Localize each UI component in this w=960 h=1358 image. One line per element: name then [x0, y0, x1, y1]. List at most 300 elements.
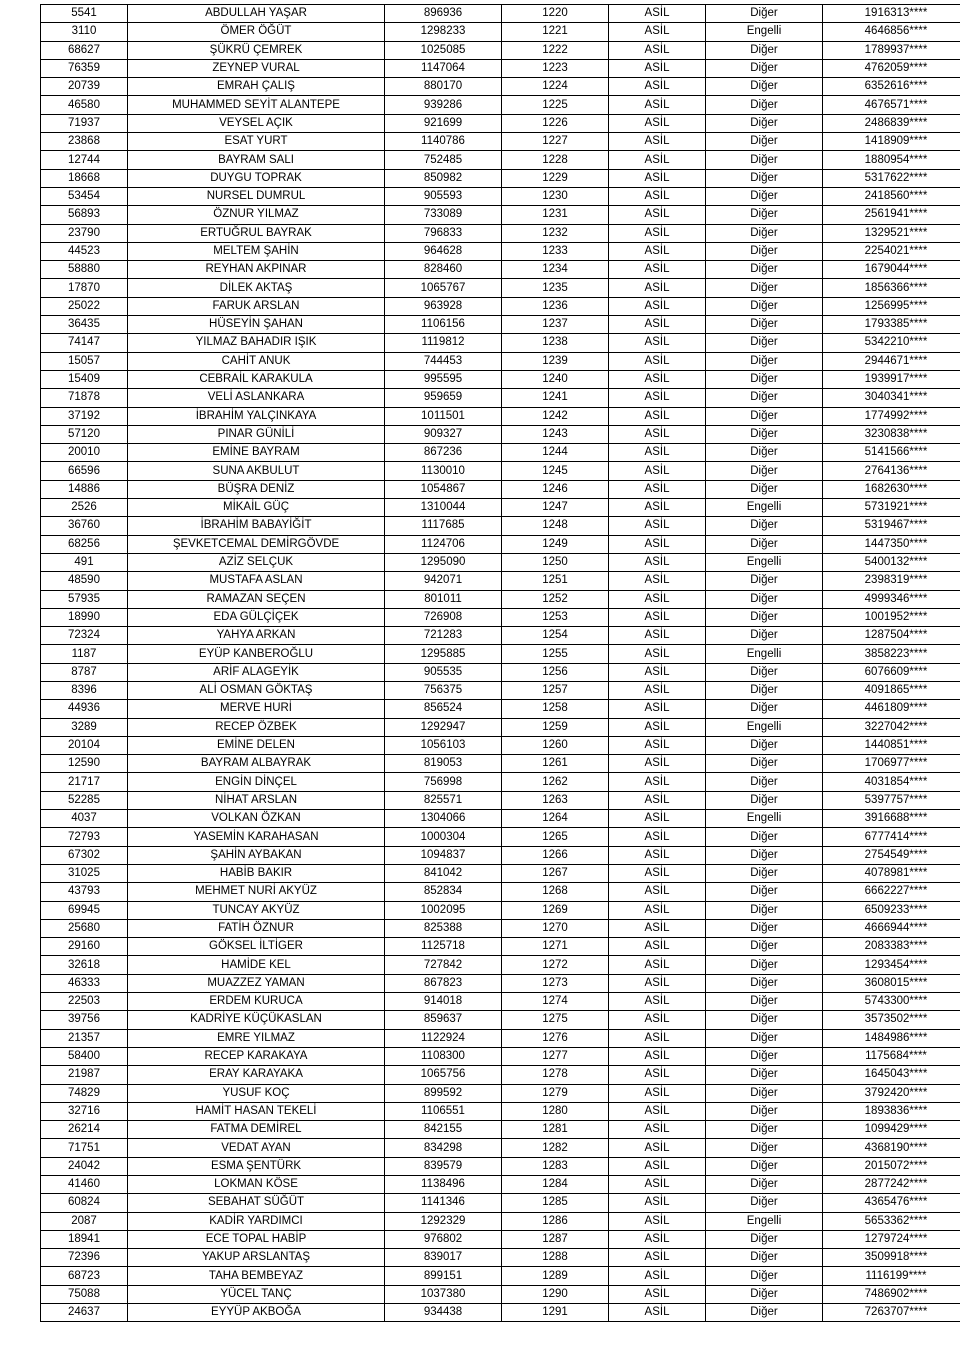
cell-phone: 4091865**** — [823, 681, 960, 699]
cell-phone: 5319467**** — [823, 517, 960, 535]
table-row — [41, 297, 960, 315]
cell-number: 1065767 — [385, 279, 502, 297]
cell-phone: 1793385**** — [823, 316, 960, 334]
cell-id: 23790 — [41, 224, 128, 242]
table-row — [41, 1285, 960, 1303]
table-row — [41, 846, 960, 864]
cell-name: ŞEVKETCEMAL DEMİRGÖVDE — [128, 535, 385, 553]
cell-name: VOLKAN ÖZKAN — [128, 810, 385, 828]
cell-order: 1268 — [502, 883, 609, 901]
table-row — [41, 59, 960, 77]
table-row — [41, 1139, 960, 1157]
cell-type: ASİL — [609, 1066, 706, 1084]
cell-order: 1253 — [502, 608, 609, 626]
table-row — [41, 517, 960, 535]
cell-order: 1226 — [502, 114, 609, 132]
cell-order: 1254 — [502, 627, 609, 645]
cell-number: 1117685 — [385, 517, 502, 535]
cell-id: 71751 — [41, 1139, 128, 1157]
cell-type: ASİL — [609, 938, 706, 956]
cell-order: 1280 — [502, 1102, 609, 1120]
table-row — [41, 151, 960, 169]
cell-order: 1233 — [502, 242, 609, 260]
table-row — [41, 1212, 960, 1230]
cell-id: 36435 — [41, 316, 128, 334]
cell-number: 1000304 — [385, 828, 502, 846]
table-row — [41, 535, 960, 553]
cell-number: 942071 — [385, 572, 502, 590]
cell-order: 1239 — [502, 352, 609, 370]
cell-id: 15409 — [41, 370, 128, 388]
table-row — [41, 425, 960, 443]
cell-phone: 2764136**** — [823, 462, 960, 480]
cell-id: 74147 — [41, 334, 128, 352]
cell-type: ASİL — [609, 828, 706, 846]
cell-phone: 1679044**** — [823, 261, 960, 279]
cell-name: NİHAT ARSLAN — [128, 791, 385, 809]
cell-order: 1262 — [502, 773, 609, 791]
table-row — [41, 572, 960, 590]
cell-number: 995595 — [385, 370, 502, 388]
cell-phone: 6352616**** — [823, 78, 960, 96]
table-row — [41, 1011, 960, 1029]
cell-order: 1267 — [502, 864, 609, 882]
cell-phone: 2015072**** — [823, 1157, 960, 1175]
cell-type: ASİL — [609, 499, 706, 517]
cell-order: 1240 — [502, 370, 609, 388]
cell-type: ASİL — [609, 1157, 706, 1175]
cell-phone: 2877242**** — [823, 1176, 960, 1194]
table-row — [41, 444, 960, 462]
cell-type: ASİL — [609, 627, 706, 645]
cell-status: Diğer — [706, 535, 823, 553]
table-row — [41, 810, 960, 828]
cell-id: 20104 — [41, 736, 128, 754]
cell-phone: 4368190**** — [823, 1139, 960, 1157]
cell-type: ASİL — [609, 370, 706, 388]
table-row — [41, 627, 960, 645]
cell-number: 1108300 — [385, 1047, 502, 1065]
cell-name: PINAR GÜNİLİ — [128, 425, 385, 443]
table-row — [41, 114, 960, 132]
cell-order: 1220 — [502, 5, 609, 23]
cell-phone: 6509233**** — [823, 901, 960, 919]
cell-phone: 2944671**** — [823, 352, 960, 370]
cell-id: 68723 — [41, 1267, 128, 1285]
cell-type: ASİL — [609, 572, 706, 590]
cell-phone: 1706977**** — [823, 755, 960, 773]
cell-name: EMRAH ÇALIŞ — [128, 78, 385, 96]
cell-type: ASİL — [609, 23, 706, 41]
cell-type: ASİL — [609, 425, 706, 443]
cell-phone: 2083383**** — [823, 938, 960, 956]
cell-number: 1147064 — [385, 59, 502, 77]
cell-status: Diğer — [706, 700, 823, 718]
cell-number: 1037380 — [385, 1285, 502, 1303]
cell-id: 24042 — [41, 1157, 128, 1175]
cell-name: EMRE YILMAZ — [128, 1029, 385, 1047]
cell-id: 2526 — [41, 499, 128, 517]
cell-id: 1187 — [41, 645, 128, 663]
cell-name: ŞAHİN AYBAKAN — [128, 846, 385, 864]
cell-order: 1278 — [502, 1066, 609, 1084]
cell-order: 1222 — [502, 41, 609, 59]
cell-type: ASİL — [609, 1304, 706, 1322]
cell-type: ASİL — [609, 206, 706, 224]
cell-order: 1241 — [502, 389, 609, 407]
cell-id: 68256 — [41, 535, 128, 553]
cell-order: 1271 — [502, 938, 609, 956]
cell-order: 1279 — [502, 1084, 609, 1102]
cell-type: ASİL — [609, 334, 706, 352]
cell-phone: 5317622**** — [823, 169, 960, 187]
cell-order: 1277 — [502, 1047, 609, 1065]
table-row — [41, 1157, 960, 1175]
cell-name: ARİF ALAGEYİK — [128, 663, 385, 681]
cell-name: YILMAZ BAHADIR IŞIK — [128, 334, 385, 352]
cell-type: ASİL — [609, 1249, 706, 1267]
cell-number: 1298233 — [385, 23, 502, 41]
cell-type: ASİL — [609, 169, 706, 187]
cell-type: ASİL — [609, 316, 706, 334]
cell-order: 1252 — [502, 590, 609, 608]
cell-name: FATMA DEMİREL — [128, 1121, 385, 1139]
cell-number: 896936 — [385, 5, 502, 23]
cell-status: Diğer — [706, 681, 823, 699]
cell-type: ASİL — [609, 1121, 706, 1139]
cell-order: 1288 — [502, 1249, 609, 1267]
cell-number: 1304066 — [385, 810, 502, 828]
cell-id: 72793 — [41, 828, 128, 846]
cell-status: Diğer — [706, 1176, 823, 1194]
cell-name: EYÜP KANBEROĞLU — [128, 645, 385, 663]
table-row — [41, 956, 960, 974]
cell-name: NURSEL DUMRUL — [128, 187, 385, 205]
cell-name: ŞÜKRÜ ÇEMREK — [128, 41, 385, 59]
cell-order: 1245 — [502, 462, 609, 480]
cell-number: 899592 — [385, 1084, 502, 1102]
cell-status: Diğer — [706, 297, 823, 315]
cell-number: 825571 — [385, 791, 502, 809]
cell-phone: 7263707**** — [823, 1304, 960, 1322]
cell-type: ASİL — [609, 1084, 706, 1102]
cell-id: 22503 — [41, 993, 128, 1011]
cell-phone: 5653362**** — [823, 1212, 960, 1230]
cell-type: ASİL — [609, 407, 706, 425]
cell-id: 18990 — [41, 608, 128, 626]
cell-phone: 1939917**** — [823, 370, 960, 388]
table-row — [41, 883, 960, 901]
table-row — [41, 791, 960, 809]
cell-phone: 5731921**** — [823, 499, 960, 517]
cell-order: 1224 — [502, 78, 609, 96]
cell-order: 1264 — [502, 810, 609, 828]
table-row — [41, 1102, 960, 1120]
cell-status: Diğer — [706, 956, 823, 974]
cell-status: Diğer — [706, 151, 823, 169]
cell-order: 1250 — [502, 553, 609, 571]
cell-id: 25022 — [41, 297, 128, 315]
cell-name: ERDEM KURUCA — [128, 993, 385, 1011]
cell-phone: 5342210**** — [823, 334, 960, 352]
cell-status: Diğer — [706, 133, 823, 151]
cell-order: 1286 — [502, 1212, 609, 1230]
cell-id: 15057 — [41, 352, 128, 370]
cell-status: Diğer — [706, 883, 823, 901]
cell-number: 1056103 — [385, 736, 502, 754]
cell-status: Diğer — [706, 1047, 823, 1065]
table-row — [41, 1304, 960, 1322]
cell-order: 1248 — [502, 517, 609, 535]
cell-id: 76359 — [41, 59, 128, 77]
cell-order: 1251 — [502, 572, 609, 590]
cell-number: 839017 — [385, 1249, 502, 1267]
cell-name: MİKAİL GÜÇ — [128, 499, 385, 517]
cell-name: ENGİN DİNÇEL — [128, 773, 385, 791]
cell-type: ASİL — [609, 462, 706, 480]
cell-status: Diğer — [706, 590, 823, 608]
cell-type: ASİL — [609, 1194, 706, 1212]
cell-phone: 3858223**** — [823, 645, 960, 663]
cell-type: ASİL — [609, 297, 706, 315]
table-row — [41, 590, 960, 608]
cell-number: 726908 — [385, 608, 502, 626]
cell-status: Diğer — [706, 169, 823, 187]
cell-name: SEBAHAT SÜĞÜT — [128, 1194, 385, 1212]
cell-name: CAHİT ANUK — [128, 352, 385, 370]
cell-name: MERVE HURİ — [128, 700, 385, 718]
cell-order: 1266 — [502, 846, 609, 864]
cell-order: 1284 — [502, 1176, 609, 1194]
cell-number: 909327 — [385, 425, 502, 443]
cell-order: 1225 — [502, 96, 609, 114]
cell-phone: 1440851**** — [823, 736, 960, 754]
cell-status: Diğer — [706, 755, 823, 773]
cell-status: Engelli — [706, 553, 823, 571]
cell-number: 1292947 — [385, 718, 502, 736]
cell-id: 29160 — [41, 938, 128, 956]
table-row — [41, 5, 960, 23]
cell-phone: 1279724**** — [823, 1230, 960, 1248]
table-row — [41, 608, 960, 626]
cell-type: ASİL — [609, 1285, 706, 1303]
cell-order: 1243 — [502, 425, 609, 443]
table-row — [41, 773, 960, 791]
cell-number: 880170 — [385, 78, 502, 96]
table-row — [41, 407, 960, 425]
cell-number: 964628 — [385, 242, 502, 260]
cell-name: ZEYNEP VURAL — [128, 59, 385, 77]
table-row — [41, 389, 960, 407]
cell-name: EMİNE DELEN — [128, 736, 385, 754]
cell-status: Diğer — [706, 1194, 823, 1212]
cell-status: Diğer — [706, 663, 823, 681]
cell-status: Diğer — [706, 41, 823, 59]
cell-id: 14886 — [41, 480, 128, 498]
cell-id: 25680 — [41, 919, 128, 937]
cell-number: 1295885 — [385, 645, 502, 663]
cell-order: 1269 — [502, 901, 609, 919]
cell-number: 921699 — [385, 114, 502, 132]
cell-id: 66596 — [41, 462, 128, 480]
cell-name: YUSUF KOÇ — [128, 1084, 385, 1102]
cell-order: 1285 — [502, 1194, 609, 1212]
cell-type: ASİL — [609, 956, 706, 974]
cell-phone: 1893836**** — [823, 1102, 960, 1120]
cell-order: 1247 — [502, 499, 609, 517]
cell-order: 1227 — [502, 133, 609, 151]
cell-status: Diğer — [706, 846, 823, 864]
cell-status: Diğer — [706, 242, 823, 260]
cell-status: Diğer — [706, 919, 823, 937]
table-row — [41, 1029, 960, 1047]
table-row — [41, 1249, 960, 1267]
cell-phone: 3040341**** — [823, 389, 960, 407]
cell-id: 57935 — [41, 590, 128, 608]
cell-name: BÜŞRA DENİZ — [128, 480, 385, 498]
cell-phone: 2254021**** — [823, 242, 960, 260]
cell-name: MUSTAFA ASLAN — [128, 572, 385, 590]
cell-status: Diğer — [706, 828, 823, 846]
cell-name: ALİ OSMAN GÖKTAŞ — [128, 681, 385, 699]
cell-number: 899151 — [385, 1267, 502, 1285]
cell-phone: 4999346**** — [823, 590, 960, 608]
cell-order: 1276 — [502, 1029, 609, 1047]
cell-type: ASİL — [609, 901, 706, 919]
cell-phone: 1329521**** — [823, 224, 960, 242]
cell-number: 1140786 — [385, 133, 502, 151]
table-row — [41, 370, 960, 388]
cell-phone: 1645043**** — [823, 1066, 960, 1084]
cell-name: ABDULLAH YAŞAR — [128, 5, 385, 23]
cell-phone: 3608015**** — [823, 974, 960, 992]
cell-phone: 4031854**** — [823, 773, 960, 791]
cell-id: 37192 — [41, 407, 128, 425]
cell-name: DUYGU TOPRAK — [128, 169, 385, 187]
cell-name: MUAZZEZ YAMAN — [128, 974, 385, 992]
cell-id: 41460 — [41, 1176, 128, 1194]
cell-phone: 6777414**** — [823, 828, 960, 846]
cell-status: Diğer — [706, 5, 823, 23]
cell-order: 1291 — [502, 1304, 609, 1322]
cell-type: ASİL — [609, 59, 706, 77]
table-row — [41, 1084, 960, 1102]
cell-order: 1244 — [502, 444, 609, 462]
cell-phone: 3509918**** — [823, 1249, 960, 1267]
cell-order: 1273 — [502, 974, 609, 992]
cell-type: ASİL — [609, 993, 706, 1011]
cell-name: SUNA AKBULUT — [128, 462, 385, 480]
cell-type: ASİL — [609, 590, 706, 608]
table-row — [41, 133, 960, 151]
cell-number: 727842 — [385, 956, 502, 974]
applicant-listing-table — [40, 4, 960, 1322]
table-row — [41, 1176, 960, 1194]
table-row — [41, 736, 960, 754]
cell-name: EDA GÜLÇİÇEK — [128, 608, 385, 626]
cell-status: Diğer — [706, 59, 823, 77]
cell-order: 1281 — [502, 1121, 609, 1139]
cell-status: Diğer — [706, 370, 823, 388]
cell-status: Diğer — [706, 316, 823, 334]
cell-type: ASİL — [609, 517, 706, 535]
cell-number: 819053 — [385, 755, 502, 773]
table-row — [41, 462, 960, 480]
cell-type: ASİL — [609, 681, 706, 699]
table-row — [41, 334, 960, 352]
cell-type: ASİL — [609, 1212, 706, 1230]
cell-name: YAHYA ARKAN — [128, 627, 385, 645]
table-row — [41, 499, 960, 517]
cell-order: 1231 — [502, 206, 609, 224]
cell-phone: 4676571**** — [823, 96, 960, 114]
cell-id: 56893 — [41, 206, 128, 224]
cell-name: RECEP ÖZBEK — [128, 718, 385, 736]
cell-name: CEBRAİL KARAKULA — [128, 370, 385, 388]
cell-order: 1257 — [502, 681, 609, 699]
cell-status: Diğer — [706, 1157, 823, 1175]
table-row — [41, 480, 960, 498]
cell-number: 1119812 — [385, 334, 502, 352]
cell-name: YÜCEL TANÇ — [128, 1285, 385, 1303]
cell-id: 8787 — [41, 663, 128, 681]
cell-status: Diğer — [706, 1304, 823, 1322]
cell-order: 1260 — [502, 736, 609, 754]
cell-type: ASİL — [609, 41, 706, 59]
table-row — [41, 242, 960, 260]
cell-name: LOKMAN KÖSE — [128, 1176, 385, 1194]
cell-id: 58400 — [41, 1047, 128, 1065]
table-row — [41, 901, 960, 919]
cell-number: 859637 — [385, 1011, 502, 1029]
cell-number: 842155 — [385, 1121, 502, 1139]
cell-id: 74829 — [41, 1084, 128, 1102]
cell-status: Diğer — [706, 425, 823, 443]
cell-order: 1223 — [502, 59, 609, 77]
cell-type: ASİL — [609, 810, 706, 828]
cell-status: Diğer — [706, 389, 823, 407]
cell-type: ASİL — [609, 1230, 706, 1248]
cell-order: 1234 — [502, 261, 609, 279]
cell-phone: 3916688**** — [823, 810, 960, 828]
cell-status: Diğer — [706, 773, 823, 791]
cell-name: MELTEM ŞAHİN — [128, 242, 385, 260]
cell-name: EYYÜP AKBOĞA — [128, 1304, 385, 1322]
table-row — [41, 645, 960, 663]
cell-phone: 1447350**** — [823, 535, 960, 553]
cell-number: 1130010 — [385, 462, 502, 480]
cell-name: VELİ ASLANKARA — [128, 389, 385, 407]
cell-type: ASİL — [609, 755, 706, 773]
cell-order: 1242 — [502, 407, 609, 425]
cell-phone: 3230838**** — [823, 425, 960, 443]
cell-number: 841042 — [385, 864, 502, 882]
cell-phone: 1175684**** — [823, 1047, 960, 1065]
cell-name: ERTUĞRUL BAYRAK — [128, 224, 385, 242]
cell-id: 46580 — [41, 96, 128, 114]
cell-status: Diğer — [706, 608, 823, 626]
cell-number: 796833 — [385, 224, 502, 242]
cell-id: 21357 — [41, 1029, 128, 1047]
cell-status: Diğer — [706, 279, 823, 297]
cell-order: 1272 — [502, 956, 609, 974]
cell-status: Diğer — [706, 901, 823, 919]
cell-id: 68627 — [41, 41, 128, 59]
cell-id: 12590 — [41, 755, 128, 773]
cell-order: 1282 — [502, 1139, 609, 1157]
table-row — [41, 919, 960, 937]
cell-order: 1283 — [502, 1157, 609, 1175]
